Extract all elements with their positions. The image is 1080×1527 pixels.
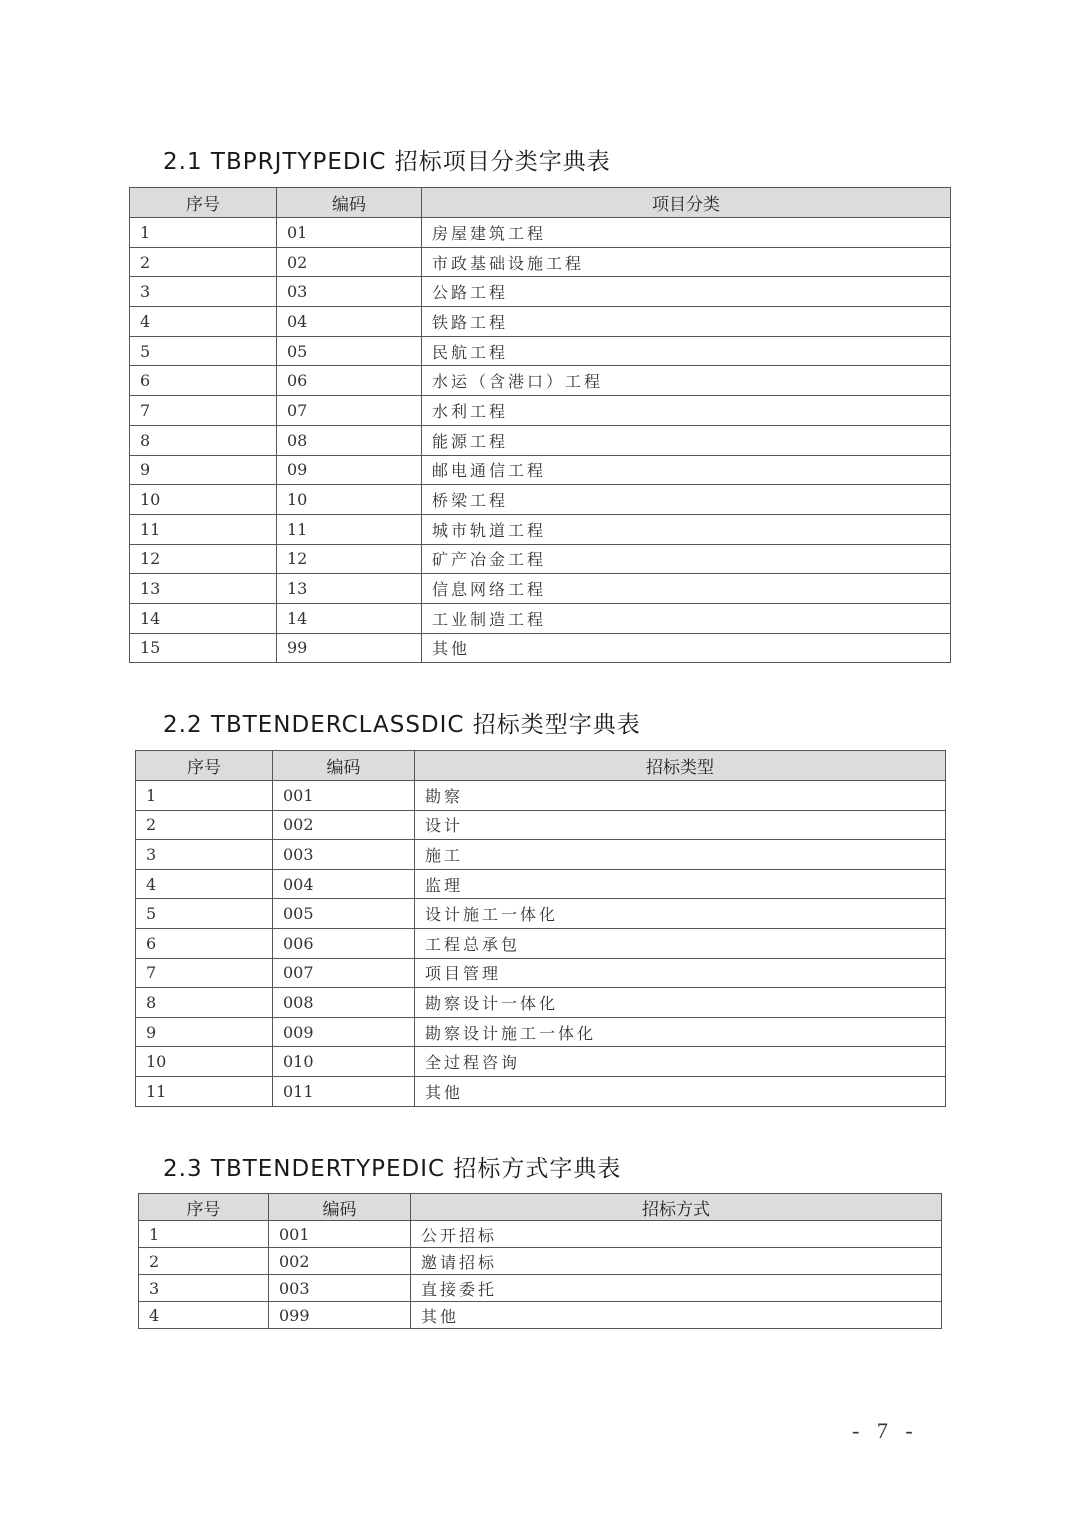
table-row [136,840,946,870]
table-row [130,544,951,574]
cell-code: 12 [277,544,422,574]
table-row [139,1275,942,1302]
table-row [130,514,951,544]
cell-name: 桥梁工程 [422,485,951,515]
table-row [136,988,946,1018]
section-title-2-3: 2.3 TBTENDERTYPEDIC 招标方式字典表 [163,1156,622,1182]
cell-index: 3 [139,1275,269,1302]
cell-code: 005 [273,899,415,929]
table-row [136,958,946,988]
cell-index: 10 [136,1047,273,1077]
cell-index: 8 [136,988,273,1018]
table-row [139,1302,942,1329]
cell-code: 003 [273,840,415,870]
cell-name: 信息网络工程 [422,574,951,604]
table-row [130,633,951,663]
cell-code: 05 [277,336,422,366]
cell-index: 2 [136,810,273,840]
cell-name: 矿产冶金工程 [422,544,951,574]
cell-name: 直接委托 [411,1275,942,1302]
cell-code: 99 [277,633,422,663]
table-row [130,336,951,366]
cell-code: 09 [277,455,422,485]
cell-name: 全过程咨询 [415,1047,946,1077]
table-row [139,1248,942,1275]
cell-index: 5 [136,899,273,929]
cell-code: 006 [273,928,415,958]
header-index: 序号 [139,1194,269,1221]
table-row [136,928,946,958]
table-row [136,1047,946,1077]
table-row [130,425,951,455]
header-index: 序号 [136,751,273,781]
cell-index: 12 [130,544,277,574]
header-index: 序号 [130,188,277,218]
table-row [130,307,951,337]
table-row [130,396,951,426]
cell-code: 01 [277,218,422,248]
cell-code: 04 [277,307,422,337]
cell-code: 13 [277,574,422,604]
cell-index: 1 [136,781,273,811]
table-row [130,218,951,248]
cell-name: 其他 [415,1076,946,1106]
section-title-2-1: 2.1 TBPRJTYPEDIC 招标项目分类字典表 [163,149,611,175]
header-category: 项目分类 [422,188,951,218]
header-category: 招标类型 [415,751,946,781]
cell-index: 4 [136,869,273,899]
cell-code: 07 [277,396,422,426]
cell-name: 设计施工一体化 [415,899,946,929]
cell-index: 6 [130,366,277,396]
cell-name: 水利工程 [422,396,951,426]
cell-index: 2 [130,247,277,277]
table-row [136,899,946,929]
table-row [130,247,951,277]
cell-name: 能源工程 [422,425,951,455]
table-row [136,1076,946,1106]
cell-name: 其他 [411,1302,942,1329]
cell-code: 010 [273,1047,415,1077]
cell-code: 003 [269,1275,411,1302]
cell-name: 设计 [415,810,946,840]
table-row [130,455,951,485]
cell-name: 水运（含港口）工程 [422,366,951,396]
cell-name: 公路工程 [422,277,951,307]
table-row [136,1017,946,1047]
tender-class-table [135,750,946,1107]
cell-index: 7 [136,958,273,988]
cell-name: 勘察 [415,781,946,811]
cell-index: 13 [130,574,277,604]
cell-name: 城市轨道工程 [422,514,951,544]
header-row [136,751,946,781]
cell-code: 004 [273,869,415,899]
cell-code: 001 [273,781,415,811]
header-row [139,1194,942,1221]
cell-code: 001 [269,1221,411,1248]
table-row [130,485,951,515]
cell-code: 06 [277,366,422,396]
cell-index: 4 [139,1302,269,1329]
cell-index: 9 [130,455,277,485]
project-type-table [129,187,951,663]
cell-index: 2 [139,1248,269,1275]
cell-code: 14 [277,603,422,633]
cell-code: 099 [269,1302,411,1329]
cell-name: 邮电通信工程 [422,455,951,485]
table-row [130,574,951,604]
cell-index: 3 [130,277,277,307]
cell-code: 002 [269,1248,411,1275]
header-code: 编码 [273,751,415,781]
cell-index: 11 [136,1076,273,1106]
cell-name: 工程总承包 [415,928,946,958]
cell-index: 5 [130,336,277,366]
cell-name: 其他 [422,633,951,663]
cell-code: 002 [273,810,415,840]
cell-index: 11 [130,514,277,544]
cell-name: 勘察设计一体化 [415,988,946,1018]
section-title-2-2: 2.2 TBTENDERCLASSDIC 招标类型字典表 [163,712,641,738]
cell-name: 房屋建筑工程 [422,218,951,248]
header-row [130,188,951,218]
cell-name: 公开招标 [411,1221,942,1248]
table-row [136,869,946,899]
header-category: 招标方式 [411,1194,942,1221]
header-code: 编码 [269,1194,411,1221]
cell-name: 铁路工程 [422,307,951,337]
cell-index: 14 [130,603,277,633]
table-row [130,603,951,633]
cell-index: 8 [130,425,277,455]
cell-code: 10 [277,485,422,515]
cell-code: 03 [277,277,422,307]
cell-index: 7 [130,396,277,426]
table-row [136,781,946,811]
cell-code: 009 [273,1017,415,1047]
cell-name: 市政基础设施工程 [422,247,951,277]
tender-method-table [138,1193,942,1329]
cell-name: 项目管理 [415,958,946,988]
table-row [139,1221,942,1248]
cell-code: 008 [273,988,415,1018]
cell-index: 6 [136,928,273,958]
cell-code: 007 [273,958,415,988]
cell-name: 监理 [415,869,946,899]
cell-index: 1 [130,218,277,248]
cell-index: 1 [139,1221,269,1248]
cell-index: 10 [130,485,277,515]
cell-name: 工业制造工程 [422,603,951,633]
page-number: - 7 - [852,1418,919,1443]
table-row [130,366,951,396]
cell-name: 邀请招标 [411,1248,942,1275]
cell-code: 011 [273,1076,415,1106]
cell-name: 施工 [415,840,946,870]
cell-name: 民航工程 [422,336,951,366]
table-row [136,810,946,840]
cell-code: 08 [277,425,422,455]
cell-index: 9 [136,1017,273,1047]
header-code: 编码 [277,188,422,218]
cell-index: 3 [136,840,273,870]
cell-code: 11 [277,514,422,544]
cell-name: 勘察设计施工一体化 [415,1017,946,1047]
table-row [130,277,951,307]
cell-index: 15 [130,633,277,663]
cell-code: 02 [277,247,422,277]
cell-index: 4 [130,307,277,337]
